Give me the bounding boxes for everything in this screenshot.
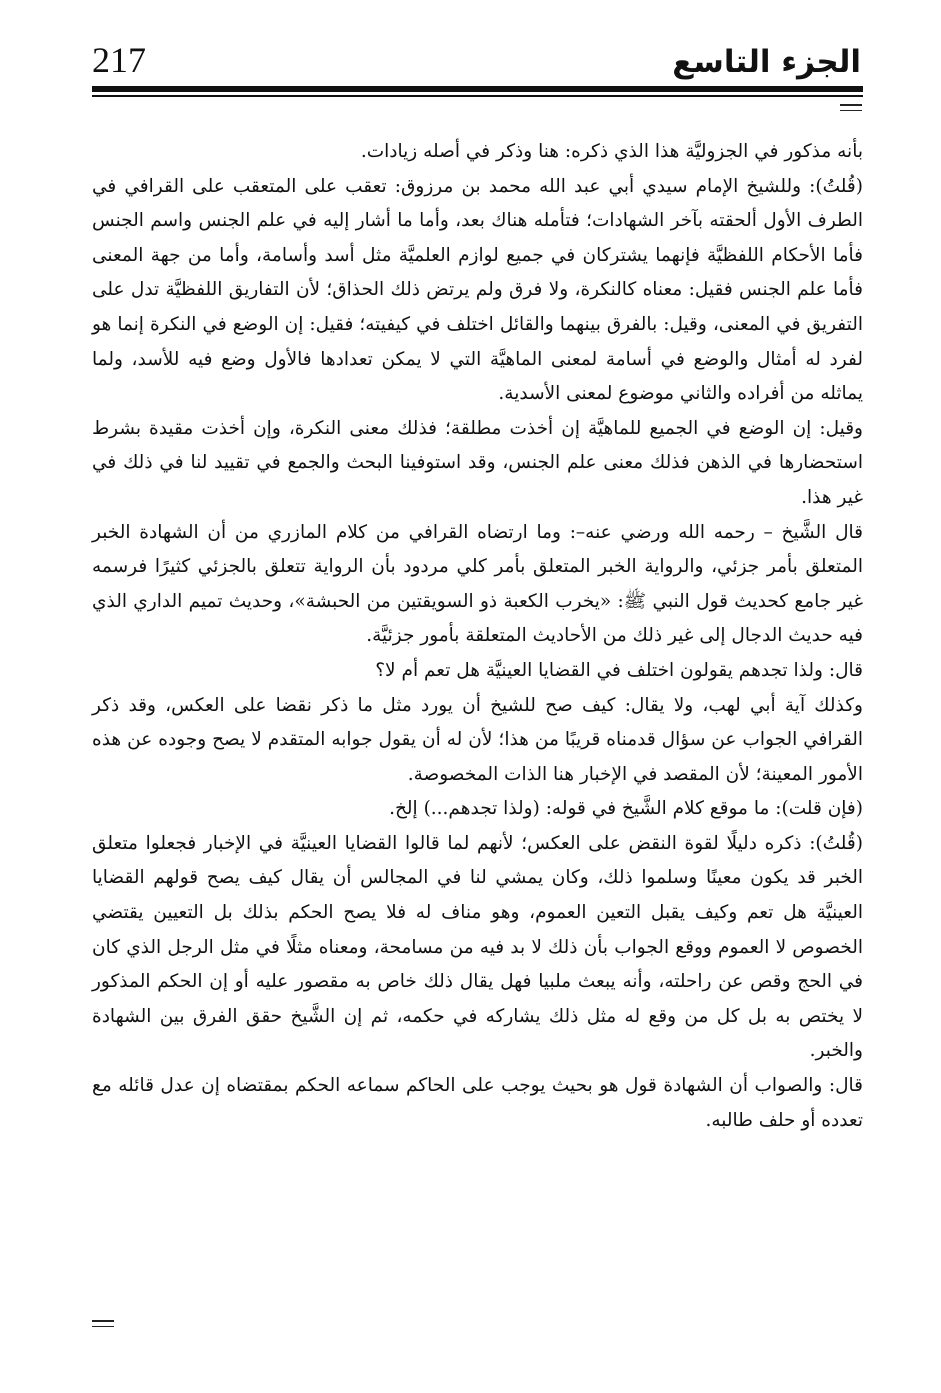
paragraph: بأنه مذكور في الجزوليَّة هذا الذي ذكره: هنا وذكر في أصله زيادات.	[360, 141, 863, 162]
paragraph: (قُلتُ): ذكره دليلًا لقوة النقض على العكس؛ لأنهم لما قالوا القضايا العينيَّة في الإخبار فجعلوا متعلق الخبر قد يكون معينًا وسلموا ذلك، وكان يمشي لنا في المجالس أن يقال كيف يصح قولهم القضايا العينيَّة هل تعم وكيف يقبل التعين العموم، وهو مناف له فلا يصح الحكم بذلك بل التعيين يقتضي الخصوص لا العموم ووقع الجواب بأن ذلك لا بد فيه من مسامحة، ومعناه مثلًا في مثل الرجل الذي كان في الحج وقص عن راحلته، وأنه يبعث ملبيا فهل يقال ذلك خاص به مقصور عليه أو إن الحكم المذكور لا يختص به بل كل من وقع له مثل ذلك يشاركه في حكمه، ثم إن الشَّيخ حقق الفرق بين الشهادة والخبر.	[92, 832, 863, 1062]
bottom-ornament-mark	[92, 1320, 114, 1331]
paragraph: (فإن قلت): ما موقع كلام الشَّيخ في قوله: (ولذا تجدهم...) إلخ.	[389, 798, 863, 820]
top-ornament-mark	[840, 104, 862, 115]
page-number: 217	[92, 40, 146, 80]
paragraph: وكذلك آية أبي لهب، ولا يقال: كيف صح للشيخ أن يورد مثل ما ذكر نقضا على العكس، وقد ذكر القرافي الجواب عن سؤال قدمناه قريبًا من هذا؛ لأن له أن يقول جوابه المتقدم لا يصح وجوده عن هذه الأمور المعينة؛ لأن المقصد في الإخبار هنا الذات المخصوصة.	[92, 694, 863, 785]
paragraph: قال الشَّيخ – رحمه الله ورضي عنه–: وما ارتضاه القرافي من كلام المازري من أن الشهادة الخبر المتعلق بأمر جزئي، والرواية الخبر المتعلق بأمر كلي مردود بأن الرواية تتعلق بالجزئي كثيرًا فرسمه غير جامع كحديث قول النبي ﷺ: «يخرب الكعبة ذو السويقتين من الحبشة»، وحديث تميم الداري الذي فيه حديث الدجال إلى غير ذلك من الأحاديث المتعلقة بأمور جزئيَّة.	[92, 521, 863, 647]
running-title: الجزء التاسع	[672, 44, 861, 80]
paragraph: قال: والصواب أن الشهادة قول هو بحيث يوجب على الحاكم سماعه الحكم بمقتضاه إن عدل قائله مع تعدده أو حلف طالبه.	[92, 1075, 863, 1131]
header-rule-thin	[92, 95, 863, 97]
paragraph: وقيل: إن الوضع في الجميع للماهيَّة إن أخذت مطلقة؛ فذلك معنى النكرة، وإن أخذت مقيدة بشرط استحضارها في الذهن فذلك معنى علم الجنس، وقد استوفينا البحث والجمع في تقييد لنا في ذلك في غير هذا.	[92, 417, 863, 508]
body-text	[92, 135, 863, 1138]
paragraph: (قُلتُ): وللشيخ الإمام سيدي أبي عبد الله محمد بن مرزوق: تعقب على المتعقب على القرافي في الطرف الأول ألحقته بآخر الشهادات؛ فتأمله هناك بعد، وأما ما أشار إليه في علم الجنس واسم الجنس فأما الأحكام اللفظيَّة فإنهما يشتركان في جميع لوازم العلميَّة مثل أسد وأسامة، وأما من جهة المعنى فأما علم الجنس فقيل: معناه كالنكرة، ولا فرق ولم يرتض ذلك الحذاق؛ لأن التفاريق اللفظيَّة تدل على التفريق في المعنى، وقيل: بالفرق بينهما والقائل اختلف في كيفيته؛ فقيل: إن الوضع في النكرة إنما هو لفرد له أمثال والوضع في أسامة لمعنى الماهيَّة التي لا يمكن تعدادها فالأول وضع فيه للأسد، ولما يماثله من أفراده والثاني موضوع لمعنى الأسدية.	[92, 175, 863, 405]
paragraph: قال: ولذا تجدهم يقولون اختلف في القضايا العينيَّة هل تعم أم لا؟	[375, 659, 863, 681]
header-rule-thick	[92, 86, 863, 92]
